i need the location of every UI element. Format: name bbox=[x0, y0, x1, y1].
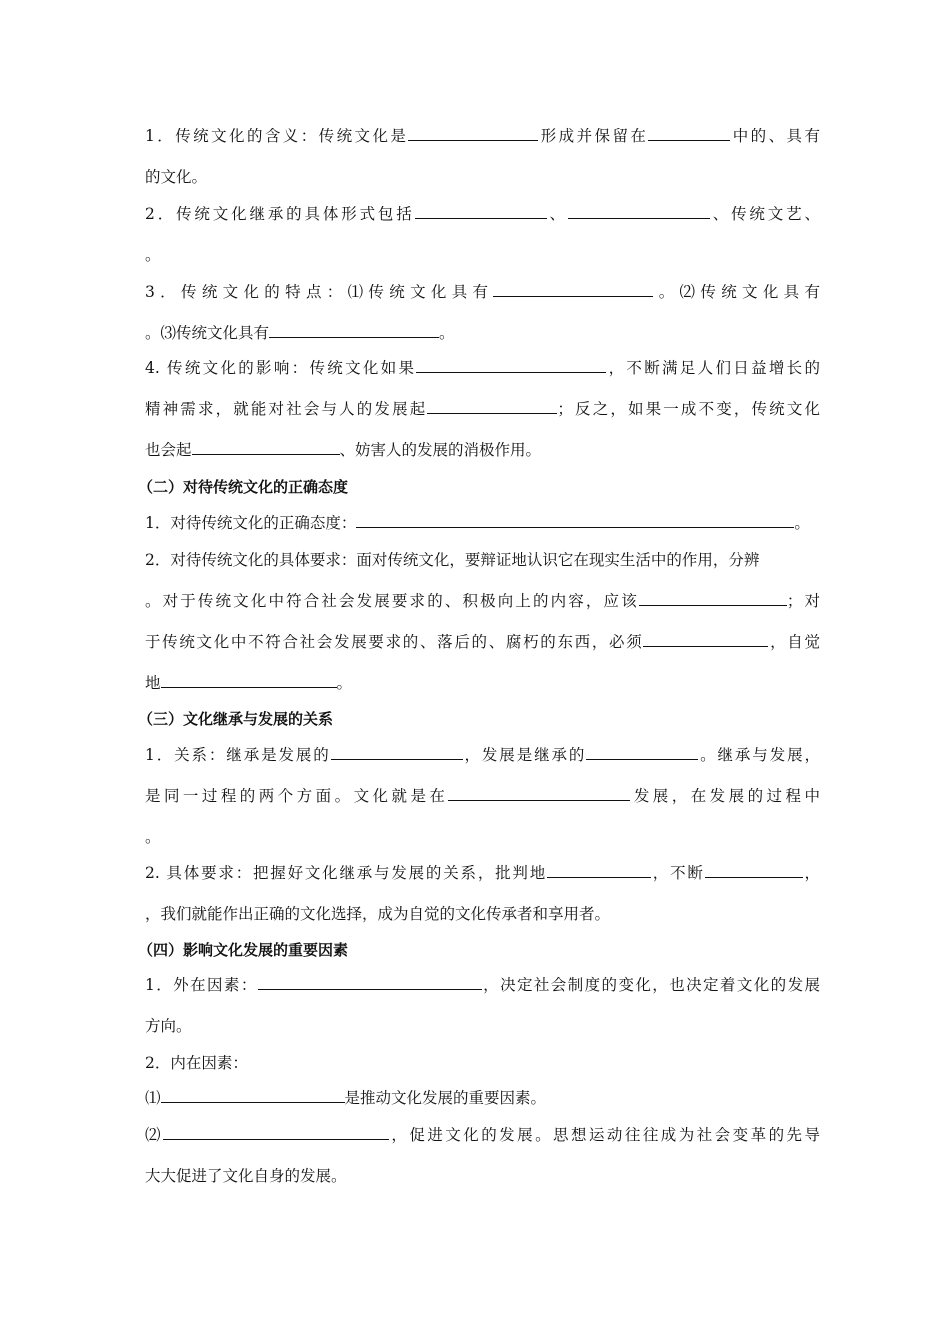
section4-heading: （四）影响文化发展的重要因素 bbox=[138, 941, 349, 959]
s4-q2-label: 2．内在因素： bbox=[145, 1054, 248, 1072]
s3-q1-line2: 是同一过程的两个方面。文化就是在 发展，在发展的过程中 bbox=[145, 781, 820, 811]
blank[interactable] bbox=[568, 201, 710, 219]
blank[interactable] bbox=[415, 201, 547, 219]
s4-q2-item2-line2: 大大促进了文化自身的发展。 bbox=[145, 1167, 347, 1185]
s1-q4-line1: 4. 传统文化的影响：传统文化如果 ，不断满足人们日益增长的 bbox=[145, 353, 820, 383]
blank[interactable] bbox=[547, 860, 651, 878]
s1-q3-line2: 。⑶传统文化具有 。 bbox=[145, 318, 820, 348]
s1-q1-line2: 的文化。 bbox=[145, 168, 208, 186]
blank[interactable] bbox=[416, 355, 606, 373]
s1-q3-line1: 3．传统文化的特点：⑴传统文化具有 。⑵传统文化具有 bbox=[145, 277, 820, 307]
blank[interactable] bbox=[586, 742, 698, 760]
s3-q1-line1: 1．关系：继承是发展的 ，发展是继承的 。继承与发展， bbox=[145, 740, 820, 770]
blank[interactable] bbox=[269, 320, 439, 338]
s2-q2-line4: 地 。 bbox=[145, 668, 820, 698]
s4-q2-item1: ⑴ 是推动文化发展的重要因素。 bbox=[145, 1083, 820, 1113]
section3-heading: （三）文化继承与发展的关系 bbox=[138, 710, 334, 728]
blank[interactable] bbox=[408, 123, 538, 141]
blank[interactable] bbox=[331, 742, 463, 760]
blank[interactable] bbox=[705, 860, 803, 878]
blank[interactable] bbox=[427, 396, 557, 414]
s4-q2-item2-line1: ⑵ ，促进文化的发展。思想运动往往成为社会变革的先导 bbox=[145, 1120, 820, 1150]
blank[interactable] bbox=[192, 437, 340, 455]
s4-q1-line2: 方向。 bbox=[145, 1017, 192, 1035]
s1-q4-line2: 精神需求，就能对社会与人的发展起 ；反之，如果一成不变，传统文化 bbox=[145, 394, 820, 424]
s3-q1-line3: 。 bbox=[145, 828, 161, 846]
s4-q1-line1: 1．外在因素： ，决定社会制度的变化，也决定着文化的发展 bbox=[145, 970, 820, 1000]
blank[interactable] bbox=[258, 972, 482, 990]
s2-q2-line1: 2．对待传统文化的具体要求：面对传统文化，要辩证地认识它在现实生活中的作用，分辨 bbox=[145, 551, 760, 569]
s1-q1-line1: 1．传统文化的含义：传统文化是 形成并保留在 中的、具有 bbox=[145, 121, 820, 151]
blank[interactable] bbox=[643, 629, 768, 647]
s2-q2-line2: 。对于传统文化中符合社会发展要求的、积极向上的内容，应该 ；对 bbox=[145, 586, 820, 616]
s1-q4-line3: 也会起 、妨害人的发展的消极作用。 bbox=[145, 435, 820, 465]
s2-q1-line: 1．对待传统文化的正确态度： 。 bbox=[145, 508, 830, 538]
blank[interactable] bbox=[161, 670, 337, 688]
s1-q2-line2: 。 bbox=[145, 246, 161, 264]
s2-q2-line3: 于传统文化中不符合社会发展要求的、落后的、腐朽的东西，必须 ，自觉 bbox=[145, 627, 820, 657]
blank[interactable] bbox=[163, 1122, 389, 1140]
blank[interactable] bbox=[648, 123, 730, 141]
s1-q2-line1: 2．传统文化继承的具体形式包括 、 、传统文艺、 bbox=[145, 199, 820, 229]
blank[interactable] bbox=[356, 510, 794, 528]
blank[interactable] bbox=[161, 1085, 345, 1103]
blank[interactable] bbox=[448, 783, 630, 801]
blank[interactable] bbox=[639, 588, 787, 606]
section2-heading: （二）对待传统文化的正确态度 bbox=[138, 478, 349, 496]
s3-q2-line1: 2. 具体要求：把握好文化继承与发展的关系，批判地 ，不断 ， bbox=[145, 858, 820, 888]
s3-q2-line2: ，我们就能作出正确的文化选择，成为自觉的文化传承者和享用者。 bbox=[145, 905, 611, 923]
blank[interactable] bbox=[493, 279, 653, 297]
